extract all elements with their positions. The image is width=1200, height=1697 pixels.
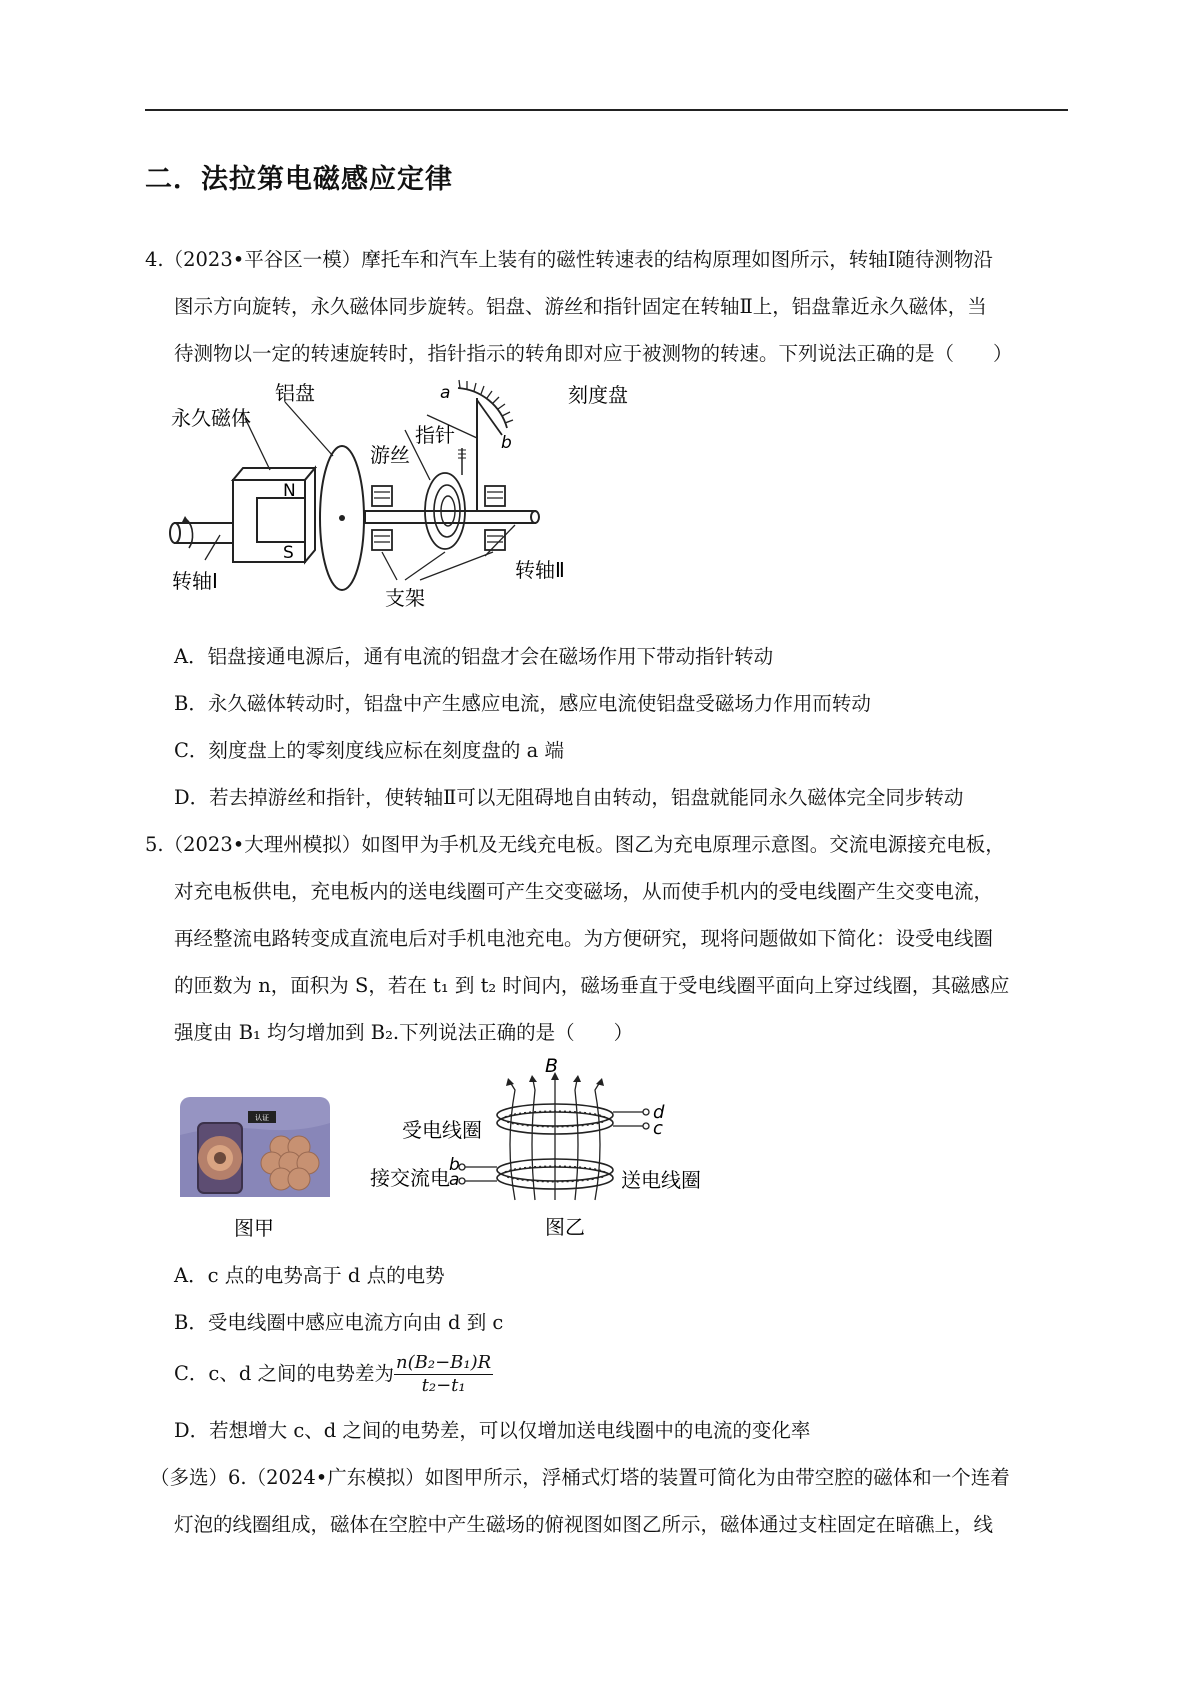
n-pole-label: N [283,481,296,501]
q4-line-2: 图示方向旋转，永久磁体同步旋转。铝盘、游丝和指针固定在转轴Ⅱ上，铝盘靠近永久磁体，当 [174,295,987,318]
label-magnet: 永久磁体 [171,406,251,430]
q4-option-a: A．铝盘接通电源后，通有电流的铝盘才会在磁场作用下带动指针转动 [174,645,774,668]
label-pointer: 指针 [415,423,455,447]
support-block-left-bottom [372,530,392,550]
q5-line-3: 再经整流电路转变成直流电后对手机电池充电。为方便研究，现将问题做如下简化：设受电线圈 [174,927,994,950]
dial-end-b: b [501,433,512,453]
q5-line-1: 5.（2023•大理州模拟）如图甲为手机及无线充电板。图乙为充电原理示意图。交流电源接充电板， [145,833,1005,856]
q4-option-d: D．若去掉游丝和指针，使转轴Ⅱ可以无阻碍地自由转动，铝盘就能同永久磁体完全同步转动 [174,786,964,809]
q4-line-1: 4.（2023•平谷区一模）摩托车和汽车上装有的磁性转速表的结构原理如图所示，转轴Ⅰ随待测物沿 [145,248,993,271]
q6-line-2: 灯泡的线圈组成，磁体在空腔中产生磁场的俯视图如图乙所示，磁体通过支柱固定在暗礁上，线 [174,1513,994,1536]
q5-option-d: D．若想增大 c、d 之间的电势差，可以仅增加送电线圈中的电流的变化率 [174,1419,811,1442]
figure-jia [178,1095,338,1240]
s-pole-label: S [283,543,294,563]
support-block-left-top [372,486,392,506]
support-block-right-bottom [485,530,505,550]
terminal-c: c [653,1118,663,1139]
terminal-b: b [449,1155,460,1175]
label-B: B [545,1055,559,1077]
q5-option-a: A．c 点的电势高于 d 点的电势 [174,1264,445,1287]
magnetic-field-lines [510,1078,600,1200]
label-disc: 铝盘 [275,381,315,405]
label-hairspring: 游丝 [370,443,410,467]
terminal-d: d [653,1102,665,1123]
formula-denominator: t₂−t₁ [421,1375,466,1396]
q4-line-3: 待测物以一定的转速旋转时，指针指示的转角即对应于被测物的转速。下列说法正确的是（ ） [174,342,1013,365]
q5-option-c [174,1352,493,1397]
dial-end-a: a [440,383,451,403]
formula-numerator: n(B₂−B₁)R [396,1352,492,1373]
label-dial: 刻度盘 [568,383,628,407]
shaft-2-drawing [365,511,535,523]
label-ac-input: 接交流电 [370,1166,450,1190]
tachometer-figure [165,380,628,630]
dial-ticks [459,380,513,423]
support-block-right-top [485,486,505,506]
label-support: 支架 [385,586,425,610]
q5-option-b: B．受电线圈中感应电流方向由 d 到 c [174,1311,504,1334]
q6-line-1: （多选）6.（2024•广东模拟）如图甲所示，浮桶式灯塔的装置可简化为由带空腔的磁体和一个连着 [150,1466,1010,1489]
q5-line-2: 对充电板供电，充电板内的送电线圈可产生交变磁场，从而使手机内的受电线圈产生交变电流， [174,880,994,903]
shaft-1-drawing [175,523,240,543]
figure-yi [365,1055,725,1240]
terminal-a: a [449,1170,460,1190]
label-receive-coil: 受电线圈 [402,1118,482,1142]
q5-option-c-text: C．c、d 之间的电势差为 [174,1362,395,1385]
section-title: 二．法拉第电磁感应定律 [145,164,453,195]
caption-jia: 图甲 [234,1216,274,1240]
formula-fraction [394,1352,493,1397]
q4-option-b: B．永久磁体转动时，铝盘中产生感应电流，感应电流使铝盘受磁场力作用而转动 [174,692,871,715]
svg-text:认证: 认证 [255,1114,269,1122]
label-shaft-2: 转轴Ⅱ [515,558,565,582]
label-shaft-1: 转轴Ⅰ [172,569,218,593]
q5-line-5: 强度由 B₁ 均匀增加到 B₂.下列说法正确的是（ ） [174,1021,634,1044]
header-rule [145,109,1068,111]
caption-yi: 图乙 [545,1215,585,1239]
q4-option-c: C．刻度盘上的零刻度线应标在刻度盘的 a 端 [174,739,564,762]
label-send-coil: 送电线圈 [621,1168,701,1192]
q5-line-4: 的匝数为 n，面积为 S，若在 t₁ 到 t₂ 时间内，磁场垂直于受电线圈平面向上穿过线圈，其磁感应 [174,974,1010,997]
